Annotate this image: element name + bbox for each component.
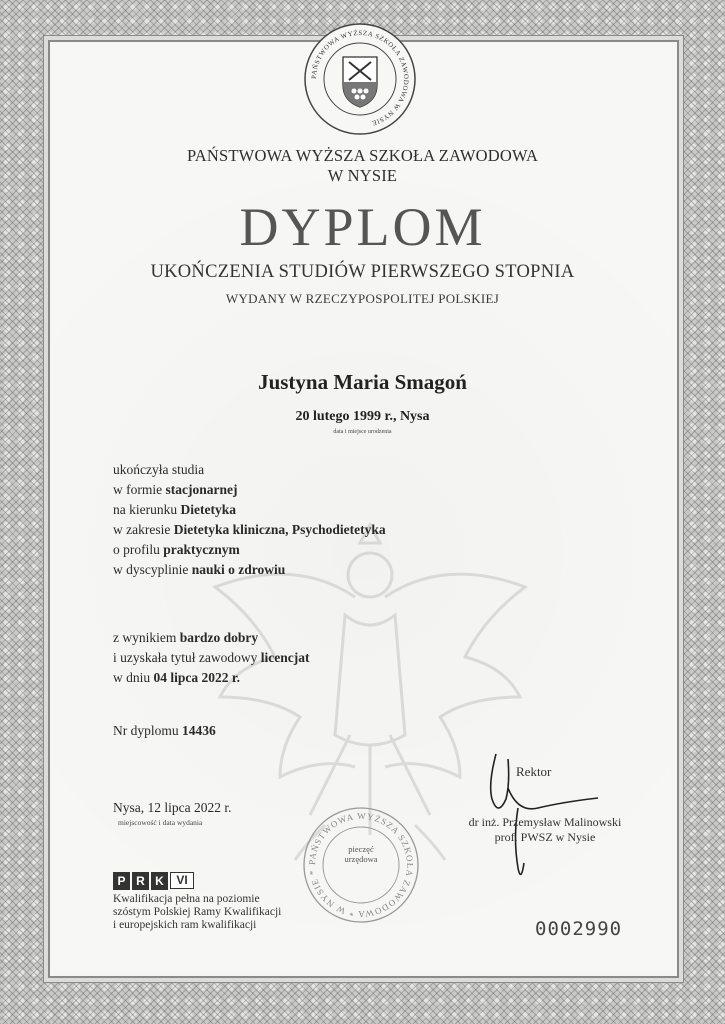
- title-value: licencjat: [260, 650, 310, 665]
- prk-description: Kwalifikacja pełna na poziomie szóstym Polskiej Ramy Kwalifikacji i europejskich ram kwalifikacji: [113, 893, 282, 931]
- official-stamp-icon: [302, 806, 420, 924]
- result-value: bardzo dobry: [179, 630, 259, 645]
- diploma-number: 14436: [182, 723, 216, 738]
- graduate-name: Justyna Maria Smagoń: [258, 370, 467, 394]
- prk-letter-p: P: [113, 872, 130, 890]
- result-details: [113, 628, 309, 688]
- diploma-title: DYPLOM: [239, 197, 486, 257]
- prk-letter-k: K: [151, 872, 168, 890]
- stamp-ring-text: PAŃSTWOWA WYŻSZA SZKOŁA ZAWODOWA * W NYSIE *: [306, 810, 416, 920]
- issue-caption: miejscowość i data wydania: [118, 818, 203, 827]
- birth-caption: data i miejsce urodzenia: [333, 429, 392, 435]
- discipline-line: w dyscyplinie nauki o zdrowiu: [113, 562, 286, 577]
- field-line: na kierunku Dietetyka: [113, 502, 236, 517]
- institution-line-2: W NYSIE: [327, 166, 398, 185]
- institution-line-1: PAŃSTWOWA WYŻSZA SZKOŁA ZAWODOWA: [186, 146, 539, 165]
- university-seal-icon: [303, 22, 417, 136]
- study-details: [113, 460, 386, 580]
- serial-number: 0002990: [535, 918, 623, 940]
- seal-ring-text: PAŃSTWOWA WYŻSZA SZKOŁA ZAWODOWA W NYSIE: [310, 29, 410, 127]
- diploma-number-line: Nr dyplomu 14436: [113, 723, 216, 738]
- date-value: 04 lipca 2022 r.: [153, 670, 241, 685]
- prk-badge: [113, 872, 196, 890]
- result-line: z wynikiem bardzo dobry: [113, 630, 259, 645]
- rector-position: prof. PWSZ w Nysie: [494, 830, 596, 844]
- diploma-subtitle: UKOŃCZENIA STUDIÓW PIERWSZEGO STOPNIA: [150, 262, 575, 282]
- issued-in: WYDANY W RZECZYPOSPOLITEJ POLSKIEJ: [225, 291, 500, 306]
- form-line: w formie stacjonarnej: [113, 482, 238, 497]
- date-line: w dniu 04 lipca 2022 r.: [113, 670, 241, 685]
- completed-line: ukończyła studia: [113, 462, 205, 477]
- institution-name: [0, 146, 725, 186]
- prk-letter-r: R: [132, 872, 149, 890]
- rector-label: Rektor: [516, 764, 552, 779]
- issue-place-date: Nysa, 12 lipca 2022 r.: [113, 800, 232, 815]
- stamp-center-text: pieczęć urzędowa: [344, 844, 378, 864]
- profile-value: praktycznym: [163, 542, 240, 557]
- scope-line: w zakresie Dietetyka kliniczna, Psychodietetyka: [113, 522, 386, 537]
- rector-name: dr inż. Przemysław Malinowski: [468, 815, 622, 829]
- discipline-value: nauki o zdrowiu: [191, 562, 286, 577]
- birth-date-place: 20 lutego 1999 r., Nysa: [295, 409, 430, 424]
- profile-line: o profilu praktycznym: [113, 542, 240, 557]
- scope-value: Dietetyka kliniczna, Psychodietetyka: [173, 522, 386, 537]
- form-value: stacjonarnej: [165, 482, 238, 497]
- title-line: i uzyskała tytuł zawodowy licencjat: [113, 650, 310, 665]
- prk-level: VI: [170, 872, 194, 889]
- field-value: Dietetyka: [180, 502, 236, 517]
